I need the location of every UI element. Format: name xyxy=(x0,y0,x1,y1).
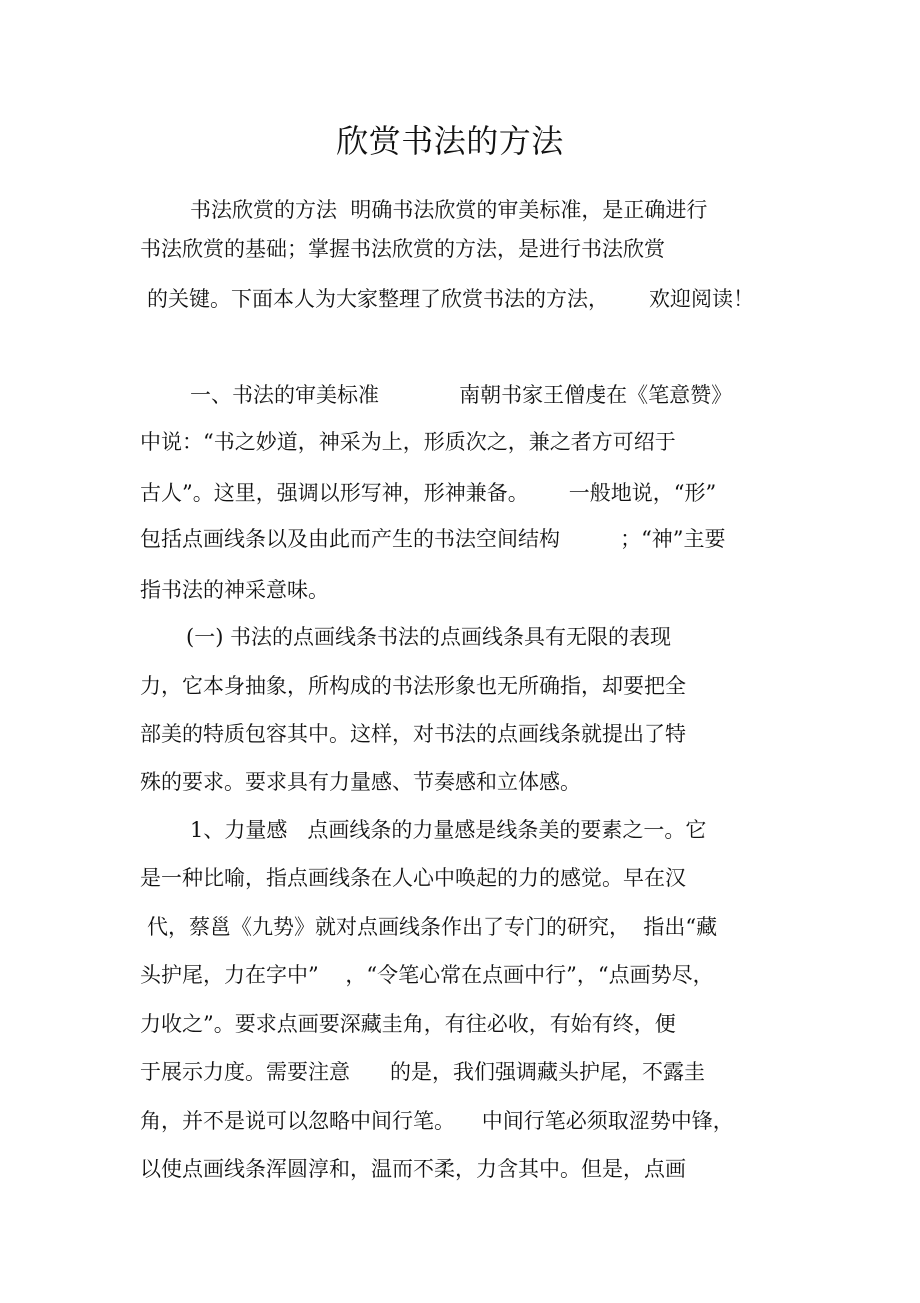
page-title: 欣赏书法的方法 xyxy=(336,122,564,160)
paragraph-line: 代，蔡邕《九势》就对点画线条作出了专门的研究， 指出“藏 xyxy=(147,915,718,939)
paragraph-line: (一) 书法的点画线条书法的点画线条具有无限的表现 xyxy=(186,625,672,649)
paragraph-line: 头护尾，力在字中” ，“令笔心常在点画中行”，“点画势尽， xyxy=(140,963,714,987)
paragraph-line: 以使点画线条浑圆淳和，温而不柔，力含其中。但是，点画 xyxy=(140,1157,686,1181)
paragraph-line: 一、书法的审美标准 南朝书家王僧虔在《笔意赞》 xyxy=(190,383,733,407)
paragraph-line: 是一种比喻，指点画线条在人心中唤起的力的感觉。早在汉 xyxy=(140,866,686,890)
paragraph-line: 书法欣赏的基础；掌握书法欣赏的方法，是进行书法欣赏 xyxy=(140,237,665,261)
paragraph-line: 角，并不是说可以忽略中间行笔。 中间行笔必须取涩势中锋， xyxy=(140,1109,734,1133)
paragraph-line: 部美的特质包容其中。这样，对书法的点画线条就提出了特 xyxy=(140,722,686,746)
paragraph-line: 的关键。下面本人为大家整理了欣赏书法的方法， 欢迎阅读！ xyxy=(147,287,755,311)
paragraph-line: 1、力量感 点画线条的力量感是线条美的要素之一。它 xyxy=(190,818,707,842)
paragraph-line: 力，它本身抽象，所构成的书法形象也无所确指，却要把全 xyxy=(140,674,686,698)
paragraph-line: 包括点画线条以及由此而产生的书法空间结构 ；“神”主要 xyxy=(140,527,726,551)
paragraph-line: 殊的要求。要求具有力量感、节奏感和立体感。 xyxy=(140,770,581,794)
paragraph-line: 书法欣赏的方法 明确书法欣赏的审美标准，是正确进行 xyxy=(190,198,708,222)
paragraph-line: 指书法的神采意味。 xyxy=(140,578,329,602)
paragraph-line: 于展示力度。需要注意 的是，我们强调藏头护尾，不露圭 xyxy=(140,1060,706,1084)
paragraph-line: 古人”。这里，强调以形写神，形神兼备。 一般地说，“形” xyxy=(140,481,717,505)
paragraph-line: 力收之”。要求点画要深藏圭角，有往必收，有始有终，便 xyxy=(140,1012,676,1036)
paragraph-line: 中说：“书之妙道，神采为上，形质次之，兼之者方可绍于 xyxy=(140,430,676,454)
